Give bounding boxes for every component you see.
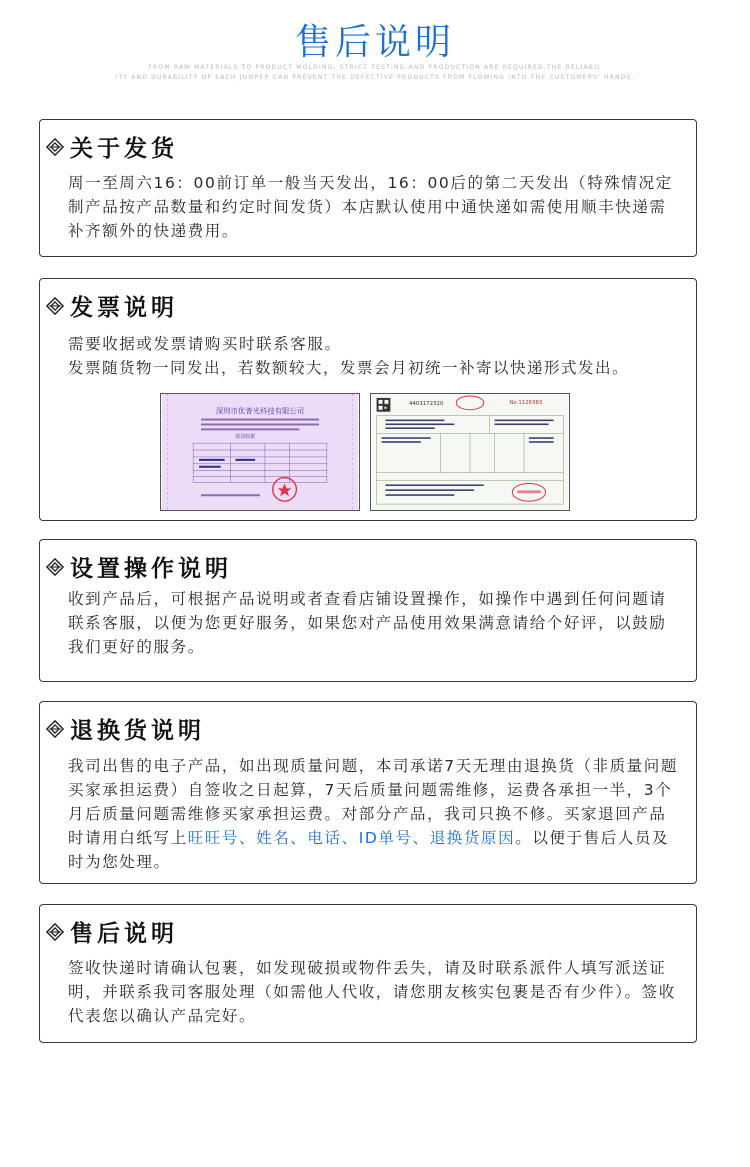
invoice-line-1: 需要收据或发票请购买时联系客服。 (68, 335, 342, 353)
returns-text: 我司出售的电子产品，如出现质量问题，本司承诺7天无理由退换货（非质量问题买家承担运费）自签收之日起算，7天后质量问题需维修，运费各承担一半，3个月后质量问题需维修买家承担运费。对部分产品，我司只换不修。买家退回产品时请用白纸写上旺旺号、姓名、电话、ID单号、退换货原因。以便于售后人员及时为您处理。 (68, 757, 678, 871)
invoice-header (46, 289, 178, 322)
invoice-card (39, 278, 697, 521)
page-title: 售后说明 (294, 22, 455, 63)
shipping-heading: 关于发货 (70, 136, 178, 162)
setup-heading: 设置操作说明 (70, 556, 232, 582)
diamond-layers-icon (46, 923, 64, 941)
receipt-company: 深圳市优普光科技有限公司 (215, 406, 305, 416)
aftersale-card (39, 904, 697, 1043)
aftersale-text: 签收快递时请确认包裹，如发现破损或物件丢失，请及时联系派件人填写派送证明，并联系我司客服处理（如需他人代收，请您朋友核实包裹是否有少件）。签收代表您以确认产品完好。 (68, 959, 676, 1025)
page-subtitle-line1: FROM RAW MATERIALS TO PRODUCT MOLDING, STRICT TESTING AND PRODUCTION ARE REQUIRED,THE RELIABIL (148, 64, 602, 71)
aftersale-heading: 售后说明 (70, 921, 178, 947)
setup-card (39, 539, 697, 682)
diamond-layers-icon (46, 558, 64, 576)
returns-card (39, 701, 697, 884)
receipt-label: 收款收据 (235, 434, 256, 441)
returns-heading: 退换货说明 (70, 718, 205, 744)
diamond-layers-icon (46, 138, 64, 156)
invoice-code: 4403172320 (409, 400, 444, 407)
shipping-text: 周一至周六16：00前订单一般当天发出，16：00后的第二天发出（特殊情况定制产品按产品数量和约定时间发货）本店默认使用中通快递如需使用顺丰快递需补齐额外的快递费用。 (68, 174, 673, 240)
vat-invoice-image (370, 393, 570, 511)
invoice-images (160, 393, 570, 513)
shipping-card (39, 119, 697, 257)
returns-required-info: 旺旺号、姓名、电话、ID单号、退换货原因 (187, 829, 516, 847)
shipping-header (46, 130, 178, 163)
setup-text: 收到产品后，可根据产品说明或者查看店铺设置操作，如操作中遇到任何问题请联系客服，以便为您更好服务，如果您对产品使用效果满意请给个好评，以鼓励我们更好的服务。 (68, 590, 667, 656)
setup-header (46, 550, 232, 583)
diamond-layers-icon (46, 297, 64, 315)
invoice-text (68, 332, 690, 380)
invoice-line-2: 发票随货物一同发出，若数额较大，发票会月初统一补寄以快递形式发出。 (68, 359, 630, 377)
returns-header (46, 712, 205, 745)
invoice-number: No 1126383 (509, 399, 543, 406)
aftersale-header (46, 915, 178, 948)
receipt-image (160, 393, 360, 511)
page-subtitle-line2: ITY AND DURABILITY OF EACH JUMPER CAN PREVENT THE DEFECTIVE PRODUCTS FROM FLOWING INTO THE CUSTOMERS' HANDS. (115, 74, 635, 81)
diamond-layers-icon (46, 720, 64, 738)
invoice-heading: 发票说明 (70, 295, 178, 321)
